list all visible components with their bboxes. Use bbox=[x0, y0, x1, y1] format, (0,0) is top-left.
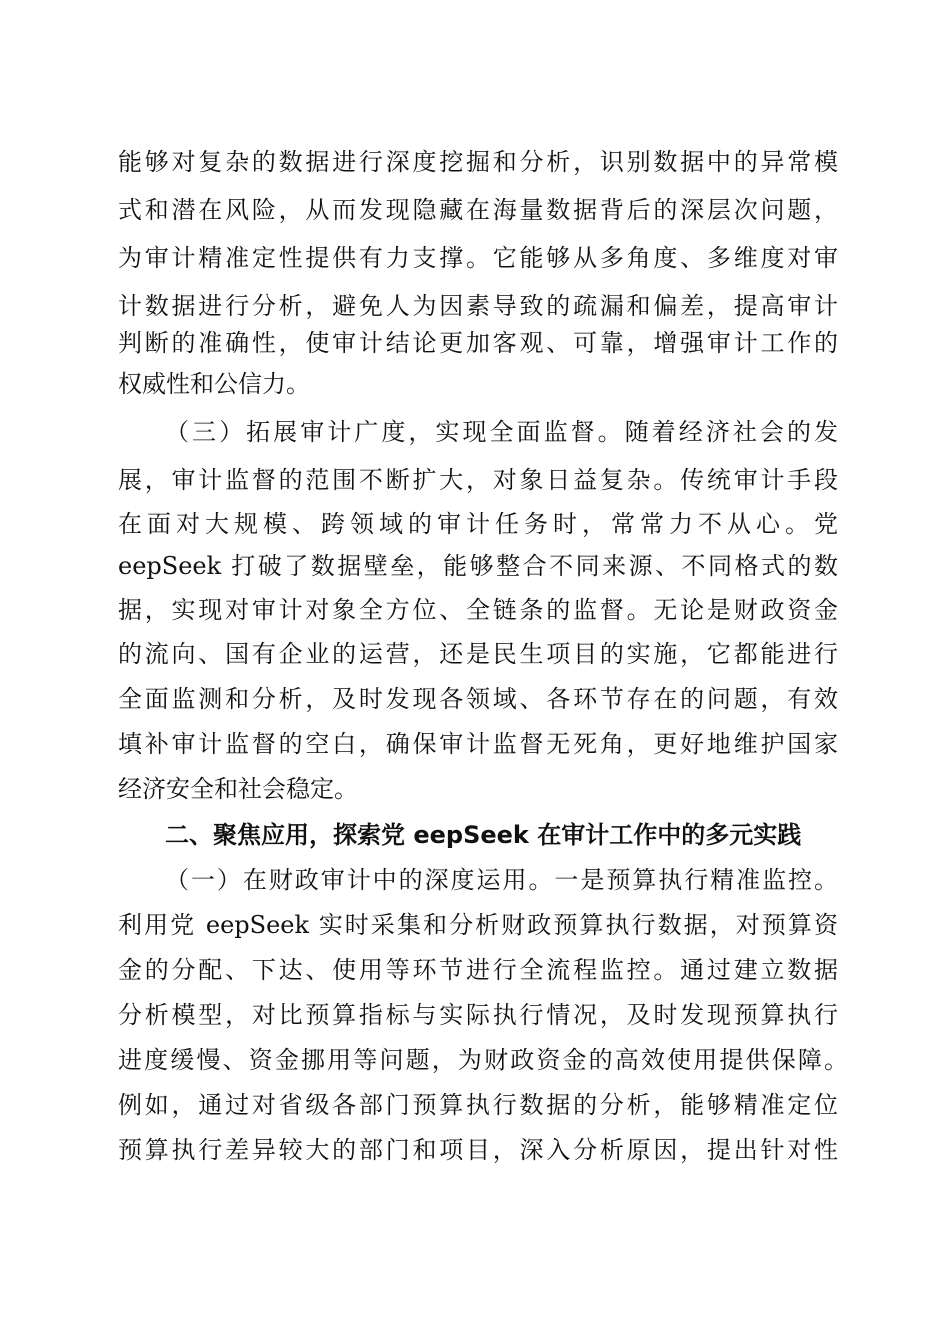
subsection-lead-line: （一）在财政审计中的深度运用。一是预算执行精准监控。 bbox=[165, 866, 838, 894]
paragraph-line: 进度缓慢、资金挪用等问题，为财政资金的高效使用提供保障。 bbox=[118, 1046, 848, 1074]
section-heading: 二、聚焦应用，探索党 eepSeek 在审计工作中的多元实践 bbox=[165, 821, 802, 849]
paragraph-line: 权威性和公信力。 bbox=[118, 370, 310, 398]
paragraph-line: 全面监测和分析，及时发现各领域、各环节存在的问题，有效 bbox=[118, 685, 838, 713]
paragraph-line: 金的分配、下达、使用等环节进行全流程监控。通过建立数据 bbox=[118, 956, 838, 984]
paragraph-line: 为审计精准定性提供有力支撑。它能够从多角度、多维度对审 bbox=[118, 244, 838, 272]
paragraph-line: 据，实现对审计对象全方位、全链条的监督。无论是财政资金 bbox=[118, 596, 838, 624]
paragraph-line: 在面对大规模、跨领域的审计任务时，常常力不从心。党 bbox=[118, 510, 838, 538]
paragraph-line: 利用党 eepSeek 实时采集和分析财政预算执行数据，对预算资 bbox=[118, 911, 838, 939]
paragraph-line: 判断的准确性，使审计结论更加客观、可靠，增强审计工作的 bbox=[118, 329, 838, 357]
paragraph-line: 展，审计监督的范围不断扩大，对象日益复杂。传统审计手段 bbox=[118, 466, 838, 494]
paragraph-line: 能够对复杂的数据进行深度挖掘和分析，识别数据中的异常模 bbox=[118, 148, 838, 176]
paragraph-line: 填补审计监督的空白，确保审计监督无死角，更好地维护国家 bbox=[118, 730, 838, 758]
paragraph-line: 的流向、国有企业的运营，还是民生项目的实施，它都能进行 bbox=[118, 640, 838, 668]
paragraph-line: 分析模型，对比预算指标与实际执行情况，及时发现预算执行 bbox=[118, 1001, 838, 1029]
paragraph-line: 式和潜在风险，从而发现隐藏在海量数据背后的深层次问题， bbox=[118, 196, 838, 224]
paragraph-line: eepSeek 打破了数据壁垒，能够整合不同来源、不同格式的数 bbox=[118, 552, 838, 580]
section-lead-line: （三）拓展审计广度，实现全面监督。随着经济社会的发 bbox=[165, 418, 838, 446]
paragraph-line: 预算执行差异较大的部门和项目，深入分析原因，提出针对性 bbox=[118, 1136, 838, 1164]
paragraph-line: 经济安全和社会稳定。 bbox=[118, 775, 358, 803]
paragraph-line: 计数据进行分析，避免人为因素导致的疏漏和偏差，提高审计 bbox=[118, 292, 838, 320]
paragraph-line: 例如，通过对省级各部门预算执行数据的分析，能够精准定位 bbox=[118, 1091, 838, 1119]
